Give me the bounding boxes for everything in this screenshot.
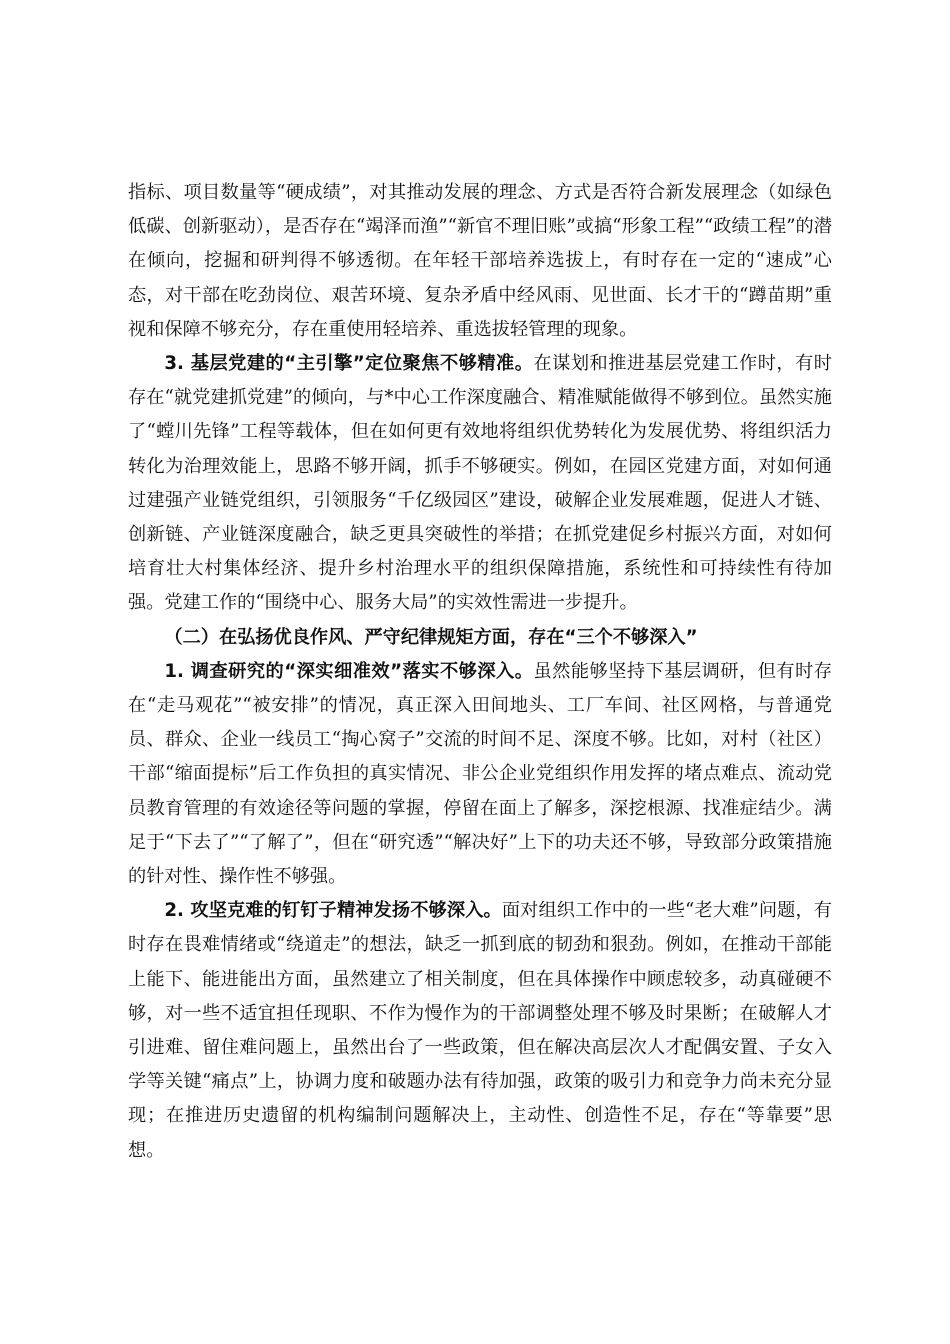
document-body	[128, 176, 832, 1168]
paragraph-tackling-difficulties	[128, 894, 832, 1168]
paragraph-lead-heading: 3. 基层党建的“主引擎”定位聚焦不够精准。	[164, 353, 534, 375]
paragraph-continuation	[128, 176, 832, 347]
paragraph-lead-heading: 2. 攻坚克难的钉钉子精神发扬不够深入。	[164, 900, 502, 922]
paragraph-lead-heading: 1. 调查研究的“深实细准效”落实不够深入。	[164, 660, 534, 682]
section-heading-work-style: （二）在弘扬优良作风、严守纪律规矩方面，存在“三个不够深入”	[164, 626, 698, 648]
paragraph-text: 在谋划和推进基层党建工作时，有时存在“就党建抓党建”的倾向，与*中心工作深度融合、精准赋能做得不够到位。虽然实施了“螳川先锋”工程等载体，但在如何更有效地将组织优势转化为发展优势、将组织活力转化为治理效能上，思路不够开阔，抓手不够硬实。例如，在园区党建方面，对如何通过建强产业链党组织，引领服务“千亿级园区”建设，破解企业发展难题，促进人才链、创新链、产业链深度融合，缺乏更具突破性的举措；在抓党建促乡村振兴方面，对如何培育壮大村集体经济、提升乡村治理水平的组织保障措施，系统性和可持续性有待加强。党建工作的“围绕中心、服务大局”的实效性需进一步提升。	[128, 353, 832, 614]
paragraph-party-building-engine	[128, 347, 832, 621]
paragraph-text: 指标、项目数量等“硬成绩”，对其推动发展的理念、方式是否符合新发展理念（如绿色低碳、创新驱动），是否存在“竭泽而渔”“新官不理旧账”或搞“形象工程”“政绩工程”的潜在倾向，挖掘和研判得不够透彻。在年轻干部培养选拔上，有时存在一定的“速成”心态，对干部在吃劲岗位、艰苦环境、复杂矛盾中经风雨、见世面、长才干的“蹲苗期”重视和保障不够充分，存在重使用轻培养、重选拔轻管理的现象。	[128, 182, 832, 340]
paragraph-text: 虽然能够坚持下基层调研，但有时存在“走马观花”“被安排”的情况，真正深入田间地头、工厂车间、社区网格，与普通党员、群众、企业一线员工“掏心窝子”交流的时间不足、深度不够。比如，对村（社区）干部“缩面提标”后工作负担的真实情况、非公企业党组织作用发挥的堵点难点、流动党员教育管理的有效途径等问题的掌握，停留在面上了解多，深挖根源、找准症结少。满足于“下去了”“了解了”，但在“研究透”“解决好”上下的功夫还不够，导致部分政策措施的针对性、操作性不够强。	[128, 660, 832, 888]
paragraph-text: 面对组织工作中的一些“老大难”问题，有时存在畏难情绪或“绕道走”的想法，缺乏一抓到底的韧劲和狠劲。例如，在推动干部能上能下、能进能出方面，虽然建立了相关制度，但在具体操作中顾虑较多，动真碰硬不够，对一些不适宜担任现职、不作为慢作为的干部调整处理不够及时果断；在破解人才引进难、留住难问题上，虽然出台了一些政策，但在解决高层次人才配偶安置、子女入学等关键“痛点”上，协调力度和破题办法有待加强，政策的吸引力和竞争力尚未充分显现；在推进历史遗留的机构编制问题解决上，主动性、创造性不足，存在“等靠要”思想。	[128, 900, 832, 1161]
paragraph-investigation-research	[128, 655, 832, 894]
